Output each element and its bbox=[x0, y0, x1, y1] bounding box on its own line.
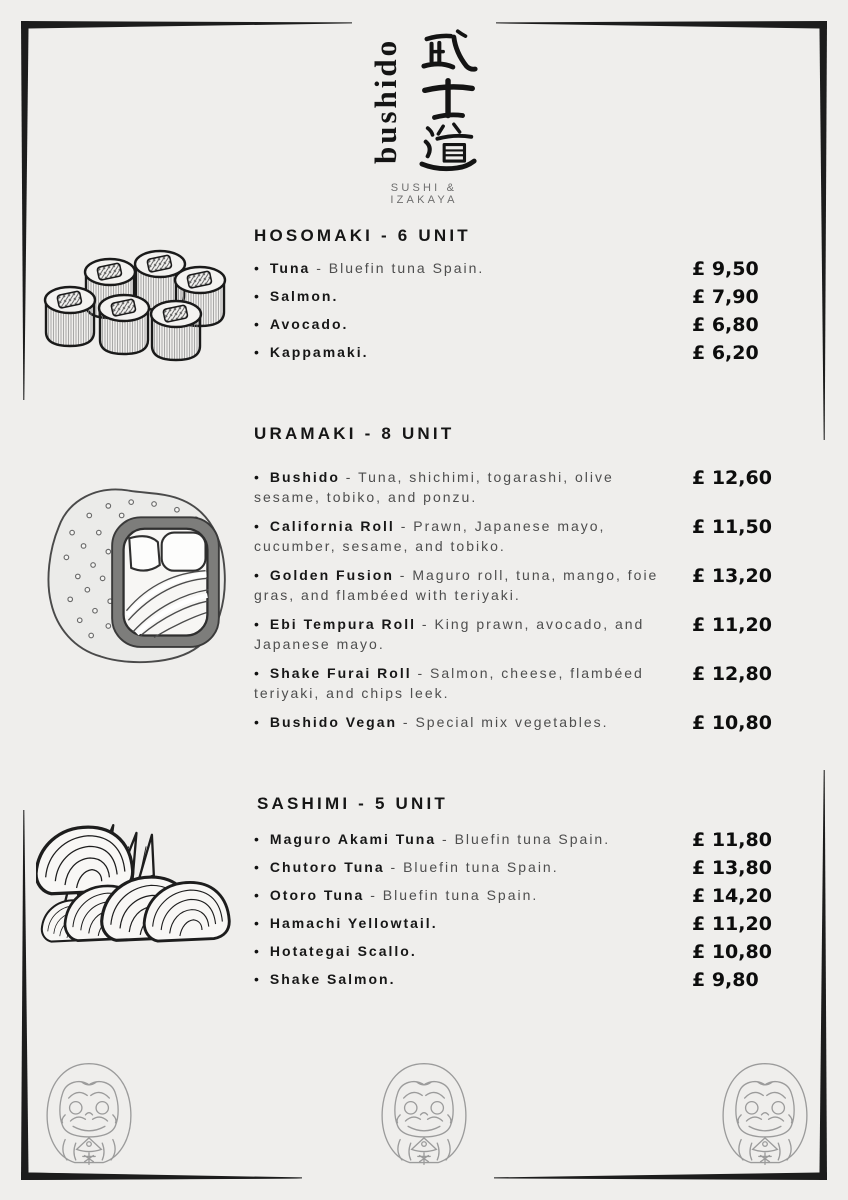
bullet-icon: • bbox=[254, 887, 261, 903]
item-name: Avocado. bbox=[269, 316, 349, 332]
menu-item bbox=[254, 315, 816, 336]
bullet-icon: • bbox=[254, 943, 261, 959]
item-price: £ 11,50 bbox=[692, 516, 772, 538]
menu-item bbox=[254, 468, 816, 507]
item-description: - King prawn, avocado, and Japanese mayo. bbox=[254, 616, 645, 652]
bullet-icon: • bbox=[254, 518, 261, 534]
item-description: - Bluefin tuna Spain. bbox=[436, 831, 611, 847]
item-price: £ 11,20 bbox=[692, 614, 772, 636]
section-items bbox=[254, 830, 816, 991]
item-price: £ 11,20 bbox=[692, 913, 772, 935]
hosomaki-rolls-illustration bbox=[40, 242, 230, 374]
item-description: - Tuna, shichimi, togarashi, olive sesame, tobiko, and ponzu. bbox=[254, 469, 614, 505]
item-price: £ 6,20 bbox=[692, 342, 759, 364]
item-price: £ 11,80 bbox=[692, 829, 772, 851]
menu-item bbox=[254, 664, 816, 703]
sashimi-slices-illustration bbox=[36, 820, 234, 982]
section-items bbox=[254, 259, 816, 364]
section-illustration bbox=[34, 226, 236, 374]
item-description: - Bluefin tuna Spain. bbox=[364, 887, 539, 903]
item-description: - Special mix vegetables. bbox=[397, 714, 609, 730]
item-price: £ 12,60 bbox=[692, 467, 772, 489]
menu-item-text bbox=[254, 858, 664, 878]
bullet-icon: • bbox=[254, 859, 261, 875]
item-description: - Bluefin tuna Spain. bbox=[384, 859, 559, 875]
menu-item-text bbox=[254, 830, 664, 850]
item-name: Salmon. bbox=[269, 288, 339, 304]
item-name: Bushido bbox=[269, 469, 340, 485]
logo-kanji-icon bbox=[418, 26, 480, 176]
bullet-icon: • bbox=[254, 344, 261, 360]
item-name: Tuna bbox=[269, 260, 311, 276]
item-description: - Maguro roll, tuna, mango, foie gras, and flambéed with teriyaki. bbox=[254, 567, 659, 603]
daruma-doll-icon bbox=[36, 1054, 142, 1174]
item-name: Ebi Tempura Roll bbox=[269, 616, 416, 632]
item-price: £ 10,80 bbox=[692, 941, 772, 963]
item-price: £ 13,20 bbox=[692, 565, 772, 587]
menu-item bbox=[254, 566, 816, 605]
uramaki-roll-illustration bbox=[34, 476, 236, 674]
bullet-icon: • bbox=[254, 567, 261, 583]
section-title: URAMAKI - 8 UNIT bbox=[254, 424, 455, 443]
item-name: Maguro Akami Tuna bbox=[269, 831, 437, 847]
item-name: Shake Furai Roll bbox=[269, 665, 412, 681]
bullet-icon: • bbox=[254, 616, 261, 632]
menu-item-text bbox=[254, 287, 664, 307]
menu-item-text bbox=[254, 914, 664, 934]
kanji-shi bbox=[425, 81, 472, 118]
item-price: £ 9,80 bbox=[692, 969, 759, 991]
menu-item-text bbox=[254, 970, 664, 990]
item-price: £ 13,80 bbox=[692, 857, 772, 879]
item-description: - Prawn, Japanese mayo, cucumber, sesame, and tobiko. bbox=[254, 518, 606, 554]
menu-item-text bbox=[254, 664, 664, 703]
item-name: Kappamaki. bbox=[269, 344, 369, 360]
item-price: £ 14,20 bbox=[692, 885, 772, 907]
item-price: £ 9,50 bbox=[692, 258, 759, 280]
menu-item-text bbox=[254, 615, 664, 654]
menu-item bbox=[254, 343, 816, 364]
section-illustration bbox=[34, 794, 236, 998]
item-price: £ 10,80 bbox=[692, 712, 772, 734]
menu-item bbox=[254, 970, 816, 991]
menu-item-text bbox=[254, 713, 664, 733]
menu-item bbox=[254, 942, 816, 963]
item-description: - Salmon, cheese, flambéed teriyaki, and chips leek. bbox=[254, 665, 644, 701]
item-name: Hotategai Scallo. bbox=[269, 943, 417, 959]
kanji-do bbox=[422, 124, 474, 168]
menu-item-text bbox=[254, 343, 664, 363]
daruma-doll-icon bbox=[712, 1054, 818, 1174]
menu-item bbox=[254, 287, 816, 308]
menu-section bbox=[34, 226, 816, 374]
logo-subtitle: SUSHI & IZAKAYA bbox=[390, 182, 458, 206]
bullet-icon: • bbox=[254, 714, 261, 730]
menu-item-text bbox=[254, 259, 664, 279]
section-title: HOSOMAKI - 6 UNIT bbox=[254, 226, 471, 245]
item-name: Shake Salmon. bbox=[269, 971, 396, 987]
item-price: £ 7,90 bbox=[692, 286, 759, 308]
bullet-icon: • bbox=[254, 665, 261, 681]
menu-item bbox=[254, 886, 816, 907]
item-name: Golden Fusion bbox=[269, 567, 394, 583]
kanji-bu bbox=[424, 31, 475, 69]
item-name: Otoro Tuna bbox=[269, 887, 365, 903]
bullet-icon: • bbox=[254, 831, 261, 847]
menu-item bbox=[254, 713, 816, 734]
bullet-icon: • bbox=[254, 469, 261, 485]
bullet-icon: • bbox=[254, 971, 261, 987]
menu-item bbox=[254, 517, 816, 556]
menu-section bbox=[34, 794, 816, 998]
item-description: - Bluefin tuna Spain. bbox=[310, 260, 485, 276]
item-price: £ 6,80 bbox=[692, 314, 759, 336]
menu-item bbox=[254, 858, 816, 879]
menu-section bbox=[34, 424, 816, 744]
menu-item bbox=[254, 259, 816, 280]
menu-sections bbox=[34, 226, 816, 998]
menu-item-text bbox=[254, 468, 664, 507]
bullet-icon: • bbox=[254, 260, 261, 276]
daruma-doll-icon bbox=[371, 1054, 477, 1174]
bullet-icon: • bbox=[254, 915, 261, 931]
daruma-row bbox=[0, 1054, 848, 1176]
section-illustration bbox=[34, 424, 236, 744]
menu-item-text bbox=[254, 942, 664, 962]
section-title: SASHIMI - 5 UNIT bbox=[257, 794, 448, 813]
menu-item bbox=[254, 615, 816, 654]
menu-item-text bbox=[254, 886, 664, 906]
menu-item-text bbox=[254, 517, 664, 556]
bullet-icon: • bbox=[254, 288, 261, 304]
item-name: Chutoro Tuna bbox=[269, 859, 385, 875]
item-name: Hamachi Yellowtail. bbox=[269, 915, 438, 931]
section-items bbox=[254, 468, 816, 734]
logo bbox=[0, 26, 848, 204]
item-price: £ 12,80 bbox=[692, 663, 772, 685]
menu-item-text bbox=[254, 315, 664, 335]
menu-item bbox=[254, 914, 816, 935]
item-name: Bushido Vegan bbox=[269, 714, 398, 730]
bullet-icon: • bbox=[254, 316, 261, 332]
item-name: California Roll bbox=[269, 518, 395, 534]
menu-item bbox=[254, 830, 816, 851]
logo-latin-wordmark: bushido bbox=[368, 37, 403, 165]
menu-item-text bbox=[254, 566, 664, 605]
